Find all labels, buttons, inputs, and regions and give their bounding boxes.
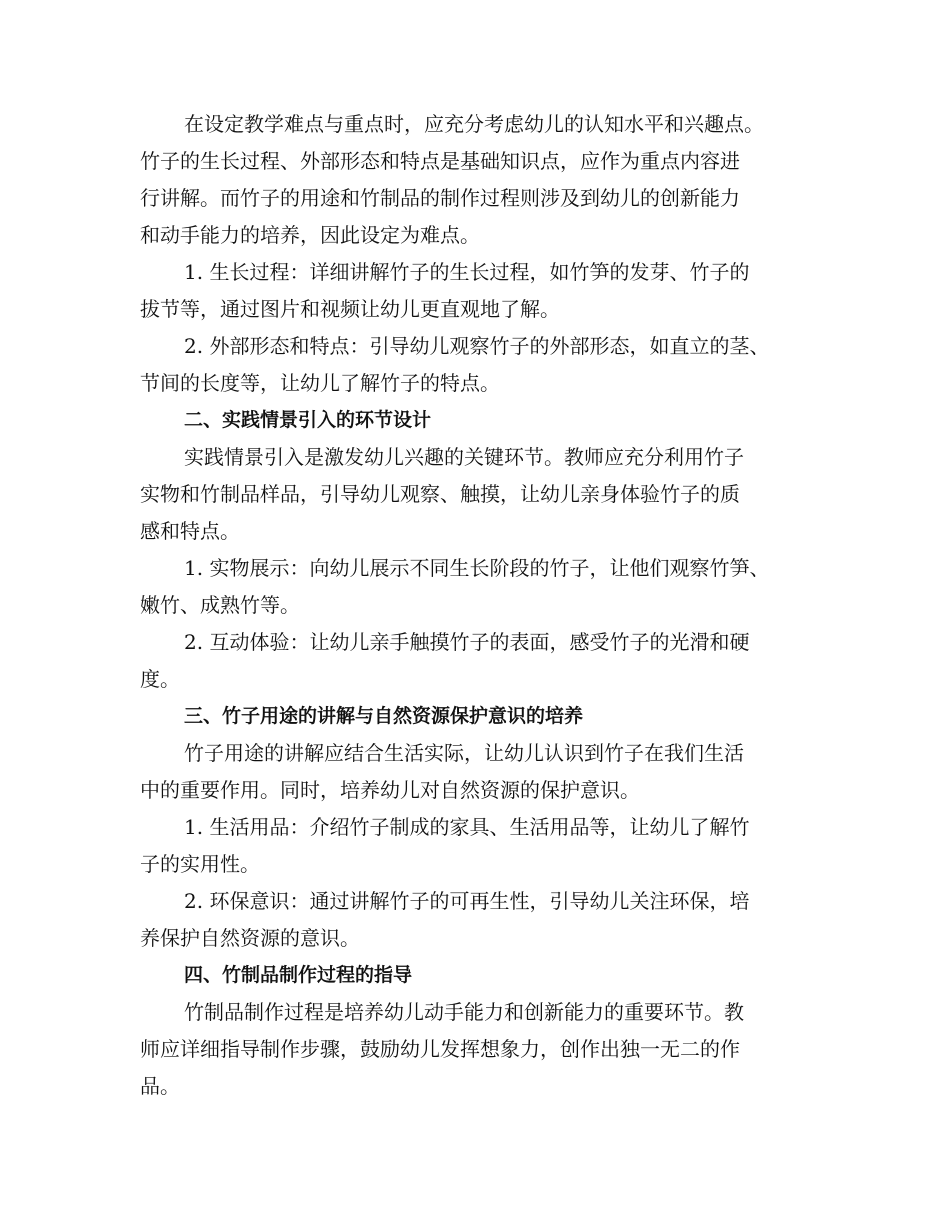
paragraph-line: 竹子的生长过程、外部形态和特点是基础知识点，应作为重点内容进 (140, 149, 740, 173)
paragraph-line: 感和特点。 (140, 519, 240, 543)
paragraph-line: 1. 实物展示：向幼儿展示不同生长阶段的竹子，让他们观察竹笋、 (184, 556, 770, 580)
paragraph-line: 1. 生长过程：详细讲解竹子的生长过程，如竹笋的发芽、竹子的 (184, 260, 750, 284)
paragraph-line: 拔节等，通过图片和视频让幼儿更直观地了解。 (140, 297, 560, 321)
paragraph (140, 994, 812, 1105)
paragraph-line: 和动手能力的培养，因此设定为难点。 (140, 223, 480, 247)
paragraph (140, 883, 812, 957)
paragraph-line: 师应详细指导制作步骤，鼓励幼儿发挥想象力，创作出独一无二的作 (140, 1037, 740, 1061)
paragraph-line: 在设定教学难点与重点时，应充分考虑幼儿的认知水平和兴趣点。 (184, 112, 764, 136)
paragraph-line: 竹子用途的讲解应结合生活实际，让幼儿认识到竹子在我们生活 (184, 741, 744, 765)
heading-text: 二、实践情景引入的环节设计 (184, 409, 432, 431)
paragraph-line: 竹制品制作过程是培养幼儿动手能力和创新能力的重要环节。教 (184, 1000, 744, 1024)
paragraph-line: 嫩竹、成熟竹等。 (140, 593, 300, 617)
heading-text: 三、竹子用途的讲解与自然资源保护意识的培养 (184, 705, 584, 727)
document-page (140, 106, 812, 1105)
paragraph-line: 2. 外部形态和特点：引导幼儿观察竹子的外部形态，如直立的茎、 (184, 334, 770, 358)
paragraph-line: 度。 (140, 667, 180, 691)
paragraph-line: 节间的长度等，让幼儿了解竹子的特点。 (140, 371, 500, 395)
paragraph (140, 735, 812, 809)
heading-text: 四、竹制品制作过程的指导 (184, 964, 413, 986)
paragraph-line: 品。 (140, 1074, 180, 1098)
section-heading (140, 957, 812, 994)
paragraph (140, 328, 812, 402)
paragraph-line: 1. 生活用品：介绍竹子制成的家具、生活用品等，让幼儿了解竹 (184, 815, 750, 839)
paragraph-line: 中的重要作用。同时，培养幼儿对自然资源的保护意识。 (140, 778, 640, 802)
paragraph (140, 809, 812, 883)
paragraph-line: 实物和竹制品样品，引导幼儿观察、触摸，让幼儿亲身体验竹子的质 (140, 482, 740, 506)
paragraph-line: 行讲解。而竹子的用途和竹制品的制作过程则涉及到幼儿的创新能力 (140, 186, 740, 210)
paragraph-line: 2. 互动体验：让幼儿亲手触摸竹子的表面，感受竹子的光滑和硬 (184, 630, 750, 654)
paragraph (140, 624, 812, 698)
paragraph-line: 养保护自然资源的意识。 (140, 926, 360, 950)
paragraph (140, 550, 812, 624)
section-heading (140, 698, 812, 735)
paragraph-line: 实践情景引入是激发幼儿兴趣的关键环节。教师应充分利用竹子 (184, 445, 744, 469)
paragraph (140, 439, 812, 550)
paragraph-line: 2. 环保意识：通过讲解竹子的可再生性，引导幼儿关注环保，培 (184, 889, 750, 913)
paragraph-line: 子的实用性。 (140, 852, 260, 876)
paragraph (140, 106, 812, 254)
section-heading (140, 402, 812, 439)
paragraph (140, 254, 812, 328)
